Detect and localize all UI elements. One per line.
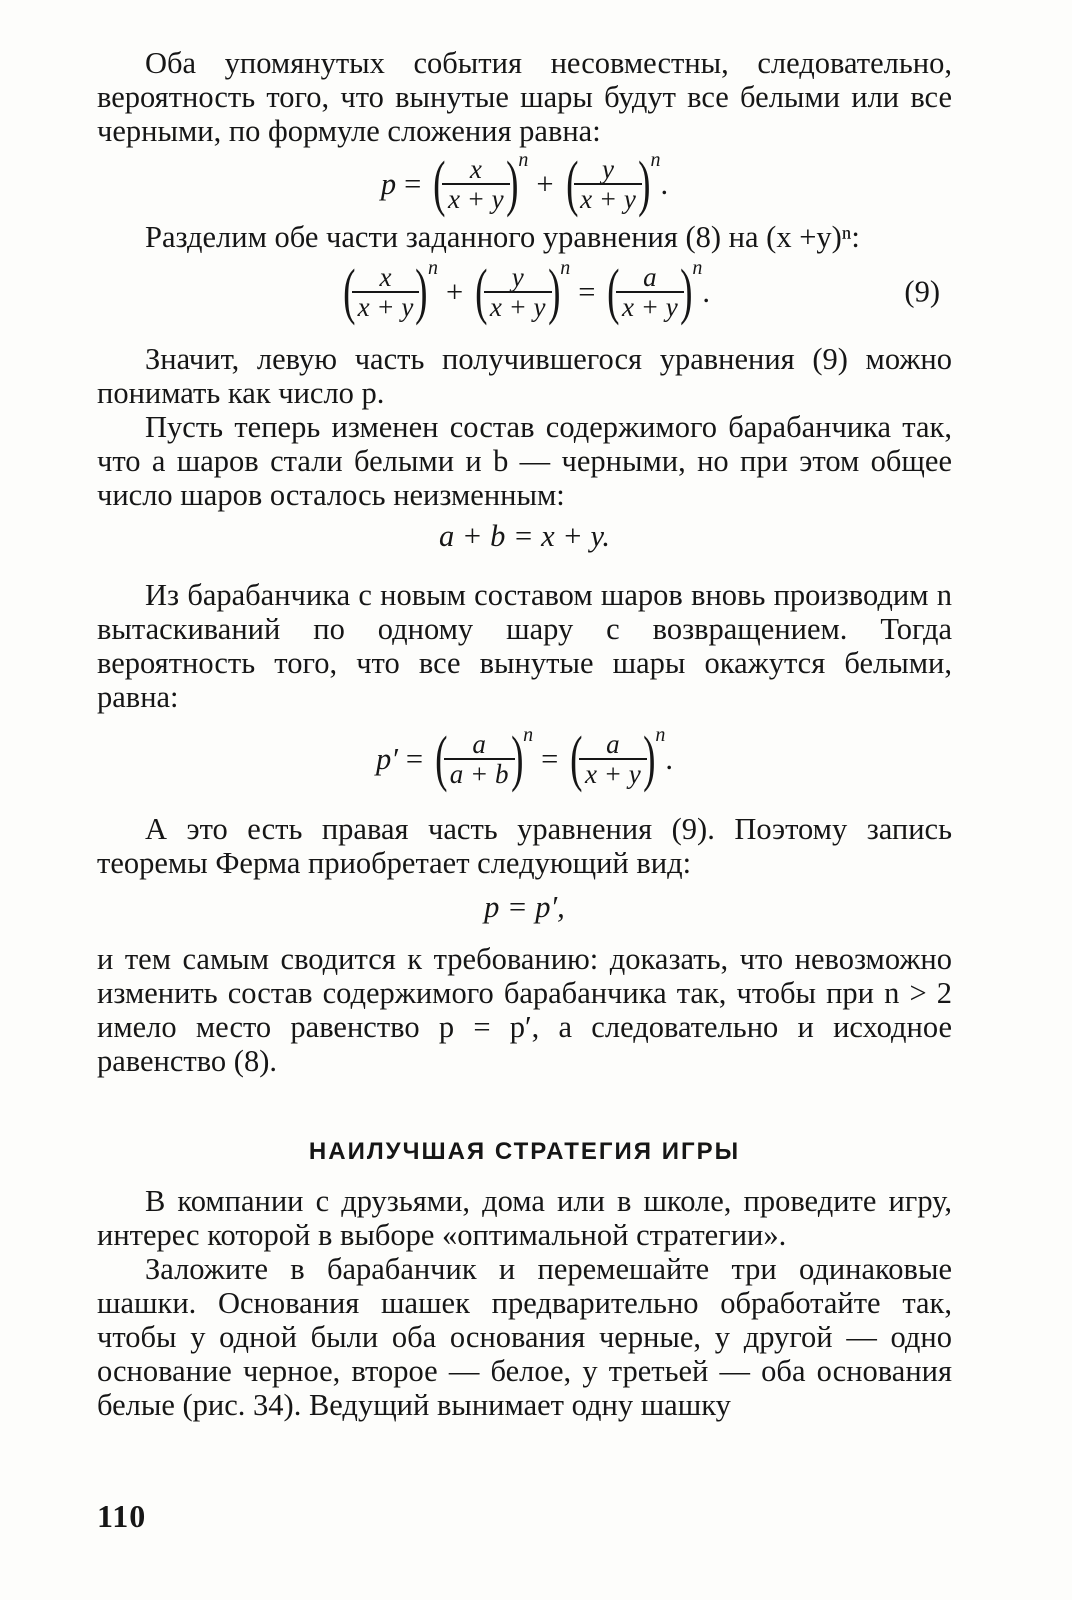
eq-text: a + b = x + y.: [438, 518, 610, 553]
eq-sign: =: [405, 741, 424, 776]
exponent: n: [427, 256, 438, 279]
denominator: a + b: [444, 758, 515, 788]
fraction: [352, 263, 420, 321]
numerator: y: [602, 154, 614, 184]
denominator: x + y: [616, 291, 684, 321]
paragraph: Из барабанчика с новым составом шаров вновь производим n вытаскиваний по одному шару с возвращением. Тогда вероятность того, что все вынутые шары окажутся белыми, равна:: [97, 578, 952, 714]
plus-sign: +: [536, 166, 554, 201]
exponent: n: [650, 148, 661, 171]
paragraph: Разделим обе части заданного уравнения (8) на (x +y)ⁿ:: [145, 220, 860, 254]
section-heading: НАИЛУЧШАЯ СТРАТЕГИЯ ИГРЫ: [308, 1138, 741, 1165]
eq-end: .: [665, 741, 673, 776]
numerator: a: [643, 262, 657, 292]
paragraph: А это есть правая часть уравнения (9). Поэтому запись теоремы Ферма приобретает следующий вид:: [97, 812, 952, 880]
numerator: x: [469, 154, 482, 184]
paragraph: Пусть теперь изменен состав содержимого барабанчика так, что a шаров стали белыми и b — черными, но при этом общее число шаров осталось неизменным:: [97, 410, 952, 512]
eq-text: p = p′,: [484, 889, 565, 924]
eq-sign: =: [404, 166, 422, 201]
fraction: [442, 155, 510, 213]
denominator: x + y: [574, 183, 642, 213]
paragraph: Заложите в барабанчик и перемешайте три одинаковые шашки. Основания шашек предварительно обработайте так, чтобы у одной были оба основания черные, у другой — одно основание черное, второе — белое, у третьей — оба основания белые (рис. 34). Ведущий вынимает одну шашку: [97, 1252, 952, 1422]
equation-ab: [97, 512, 952, 560]
numerator: a: [472, 729, 486, 759]
numerator: a: [606, 729, 620, 759]
eq-lhs: p: [380, 166, 397, 201]
fraction: [484, 263, 552, 321]
equation-number: (9): [904, 274, 940, 309]
paragraph: Значит, левую часть получившегося уравнения (9) можно понимать как число p.: [97, 342, 952, 410]
eq-sign: =: [578, 274, 596, 309]
equation-9: ( $\frac{x}{x + y}$ ) n + ( $\frac{y}{x + y}$ ) n = ( $\frac{a}{x + y}$ ) n . (9): [343, 256, 940, 326]
eq-lhs: p′: [376, 741, 398, 776]
exponent: n: [655, 723, 666, 746]
exponent: n: [560, 256, 571, 279]
equation-p: p = ( $\frac{x}{x + y}$ ) n + ( $\frac{y}{x + y}$ ) n .: [380, 148, 669, 218]
equation-p-prime: p′ = ( $\frac{a}{a + b}$ ) n = ( $\frac{a}{x + y}$ ) n .: [376, 723, 673, 793]
eq-end: .: [660, 166, 669, 201]
fraction: [444, 730, 515, 788]
fraction: [574, 155, 642, 213]
text-column: [97, 46, 952, 1422]
page-number: 110: [97, 1498, 147, 1534]
plus-sign: +: [445, 274, 464, 309]
numerator: x: [379, 262, 392, 292]
denominator: x + y: [352, 291, 420, 321]
eq-end: .: [702, 274, 711, 309]
exponent: n: [523, 723, 534, 746]
exponent: n: [518, 148, 529, 171]
denominator: x + y: [442, 183, 510, 213]
denominator: x + y: [484, 291, 552, 321]
fraction: [616, 263, 684, 321]
eq-sign: =: [541, 741, 559, 776]
numerator: y: [511, 262, 524, 292]
exponent: n: [692, 256, 703, 279]
paragraph: и тем самым сводится к требованию: доказать, что невозможно изменить состав содержимого барабанчика так, чтобы при n > 2 имело место равенство p = p′, а следовательно и исходное равенство (8).: [97, 942, 952, 1078]
paragraph: Оба упомянутых события несовместны, следовательно, вероятность того, что вынутые шары будут все белыми или все черными, по формуле сложения равна:: [97, 46, 952, 148]
paragraph: В компании с друзьями, дома или в школе, проведите игру, интерес которой в выборе «оптимальной стратегии».: [97, 1184, 952, 1252]
equation-p-eq-p-prime: [97, 880, 952, 934]
fraction: [579, 730, 647, 788]
denominator: x + y: [579, 758, 647, 788]
